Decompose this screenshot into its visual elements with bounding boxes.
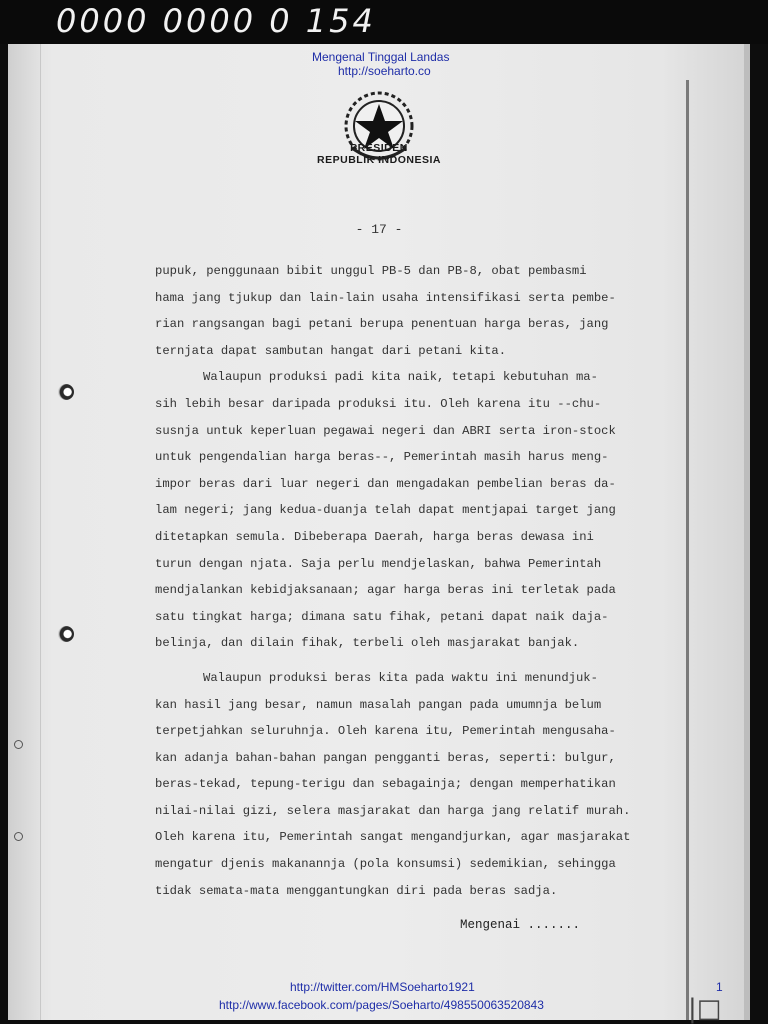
text-line: Walaupun produksi padi kita naik, tetapi kebutuhan ma-	[203, 370, 598, 385]
binding-edge	[8, 44, 41, 1020]
letterhead-title: PRESIDEN	[350, 142, 408, 154]
text-line: sih lebih besar daripada produksi itu. Oleh karena itu --chu-	[155, 396, 602, 411]
text-line: Oleh karena itu, Pemerintah sangat mengandjurkan, agar masjarakat	[155, 830, 631, 845]
text-line: mendjalankan kebidjaksanaan; agar harga beras ini terletak pada	[155, 583, 616, 598]
letterhead-subtitle: REPUBLIK INDONESIA	[317, 154, 441, 166]
text-line: turun dengan njata. Saja perlu mendjelaskan, bahwa Pemerintah	[155, 556, 602, 571]
text-line: lam negeri; jang kedua-duanja telah dapat mentjapai target jang	[155, 503, 616, 518]
text-line: tidak semata-mata menggantungkan diri pada beras sadja.	[155, 883, 558, 898]
archive-corner-mark: |□	[688, 994, 722, 1024]
text-line: susnja untuk keperluan pegawai negeri dan ABRI serta iron-stock	[155, 423, 616, 438]
text-line: nilai-nilai gizi, selera masjarakat dan harga jang relatif murah.	[155, 803, 631, 818]
page-number: - 17 -	[355, 222, 403, 237]
text-line: hama jang tjukup dan lain-lain usaha intensifikasi serta pembe-	[155, 290, 616, 305]
closing-catchword: Mengenai .......	[460, 918, 581, 932]
margin-rule	[686, 80, 689, 1020]
watermark-url[interactable]: http://soeharto.co	[338, 64, 431, 78]
staple-ring	[14, 832, 23, 841]
text-line: satu tingkat harga; dimana satu fihak, petani dapat naik daja-	[155, 609, 609, 624]
text-line: ternjata dapat sambutan hangat dari petani kita.	[155, 343, 507, 358]
text-line: mengatur djenis makanannja (pola konsumsi) sedemikian, sehingga	[155, 857, 616, 872]
facebook-link[interactable]: http://www.facebook.com/pages/Soeharto/498550063520843	[219, 998, 544, 1012]
text-line: untuk pengendalian harga beras--, Pemerintah masih harus meng-	[155, 450, 609, 465]
text-line: terpetjahkan seluruhnja. Oleh karena itu, Pemerintah mengusaha-	[155, 724, 616, 739]
document-page	[8, 44, 750, 1024]
text-line: rian rangsangan bagi petani berupa penentuan harga beras, jang	[155, 317, 609, 332]
text-line: Walaupun produksi beras kita pada waktu ini menundjuk-	[203, 670, 598, 685]
page-edge	[744, 44, 750, 1020]
text-line: kan hasil jang besar, namun masalah pangan pada umumnja belum	[155, 697, 602, 712]
text-line: beras-tekad, tepung-terigu dan sebagainja; dengan memperhatikan	[155, 777, 616, 792]
punch-hole	[58, 384, 74, 400]
text-line: ditetapkan semula. Dibeberapa Daerah, harga beras dewasa ini	[155, 529, 594, 544]
frame-code: 0000 0000 0 154	[56, 2, 376, 40]
punch-hole	[58, 626, 74, 642]
staple-ring	[14, 740, 23, 749]
film-strip	[0, 0, 768, 44]
watermark-title[interactable]: Mengenal Tinggal Landas	[312, 50, 450, 64]
text-line: pupuk, penggunaan bibit unggul PB-5 dan PB-8, obat pembasmi	[155, 264, 587, 278]
twitter-link[interactable]: http://twitter.com/HMSoeharto1921	[290, 980, 475, 994]
text-line: kan adanja bahan-bahan pangan pengganti beras, seperti: bulgur,	[155, 750, 616, 765]
body-text	[155, 258, 655, 904]
text-line: belinja, dan dilain fihak, terbeli oleh masjarakat banjak.	[155, 636, 580, 651]
page-count: 1	[716, 980, 723, 994]
text-line: impor beras dari luar negeri dan mengadakan pembelian beras da-	[155, 476, 616, 491]
